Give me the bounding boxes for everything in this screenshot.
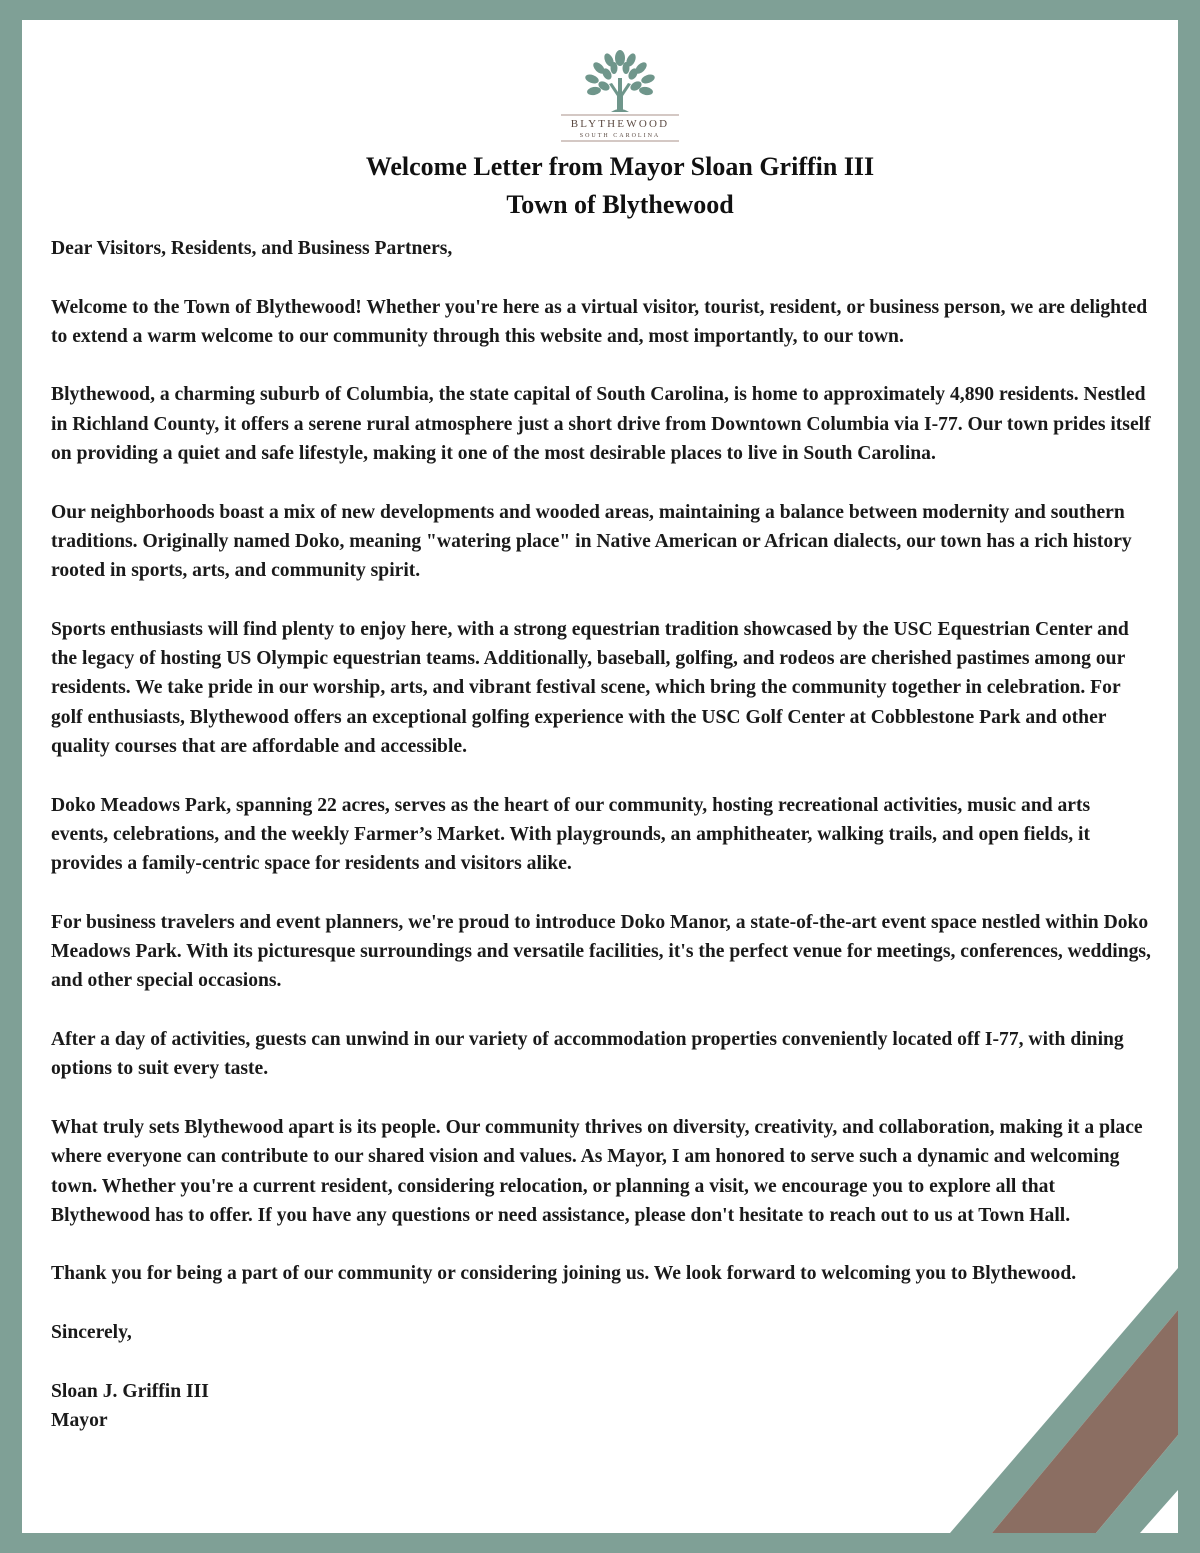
paragraph: Welcome to the Town of Blythewood! Whether you're here as a virtual visitor, tourist, resident, or business person, we are delighted to extend a warm welcome to our community through this website and, most importantly, to our town. — [51, 296, 1148, 347]
letter-title: Welcome Letter from Mayor Sloan Griffin III — [365, 152, 875, 181]
paragraph: Sports enthusiasts will find plenty to enjoy here, with a strong equestrian tradition showcased by the USC Equestrian Center and the legacy of hosting US Olympic equestrian teams. Additionally, baseball, golfing, and rodeos are cherished pastimes among our residents. We take pride in our worship, arts, and vibrant festival scene, which bring the community together in celebration. For golf enthusiasts, Blythewood offers an exceptional golfing experience with the USC Golf Center at Cobblestone Park and other quality courses that are affordable and accessible. — [51, 618, 1129, 758]
logo-name: BLYTHEWOOD — [570, 118, 670, 130]
letter-subtitle: Town of Blythewood — [506, 190, 734, 219]
paragraph: Blythewood, a charming suburb of Columbia, the state capital of South Carolina, is home to approximately 4,890 residents. Nestled in Richland County, it offers a serene rural atmosphere just a short drive from Downtown Columbia via I-77. Our town prides itself on providing a quiet and safe lifestyle, making it one of the most desirable places to live in South Carolina. — [51, 384, 1151, 465]
paragraph: Our neighborhoods boast a mix of new developments and wooded areas, maintaining a balance between modernity and southern traditions. Originally named Doko, meaning "watering place" in Native American or African dialects, our town has a rich history rooted in sports, arts, and community spirit. — [51, 501, 1132, 582]
blythewood-logo — [557, 46, 683, 144]
tree-icon — [557, 46, 683, 144]
letter-page — [22, 20, 1178, 1533]
paragraph: Thank you for being a part of our community or considering joining us. We look forward to welcoming you to Blythewood. — [51, 1263, 1077, 1285]
logo-state: SOUTH CAROLINA — [579, 133, 661, 139]
salutation: Dear Visitors, Residents, and Business Partners, — [51, 238, 453, 259]
letter-body — [51, 234, 1151, 1435]
paragraph: Doko Meadows Park, spanning 22 acres, serves as the heart of our community, hosting recreational activities, music and arts events, celebrations, and the weekly Farmer’s Market. With playgrounds, an amphitheater, walking trails, and open fields, it provides a family-centric space for residents and visitors alike. — [51, 794, 1091, 875]
signature-name: Sloan J. Griffin III — [51, 1380, 209, 1402]
paragraph: After a day of activities, guests can unwind in our variety of accommodation properties conveniently located off I-77, with dining options to suit every taste. — [51, 1029, 1124, 1080]
signature-title: Mayor — [51, 1409, 108, 1431]
paragraph: For business travelers and event planners, we're proud to introduce Doko Manor, a state-of-the-art event space nestled within Doko Meadows Park. With its picturesque surroundings and versatile facilities, it's the perfect venue for meetings, conferences, weddings, and other special occasions. — [51, 911, 1151, 992]
paragraph: What truly sets Blythewood apart is its people. Our community thrives on diversity, creativity, and collaboration, making it a place where everyone can contribute to our shared vision and values. As Mayor, I am honored to serve such a dynamic and welcoming town. Whether you're a current resident, considering relocation, or planning a visit, we encourage you to explore all that Blythewood has to offer. If you have any questions or need assistance, please don't hesitate to reach out to us at Town Hall. — [51, 1116, 1143, 1226]
closing: Sincerely, — [51, 1321, 132, 1343]
